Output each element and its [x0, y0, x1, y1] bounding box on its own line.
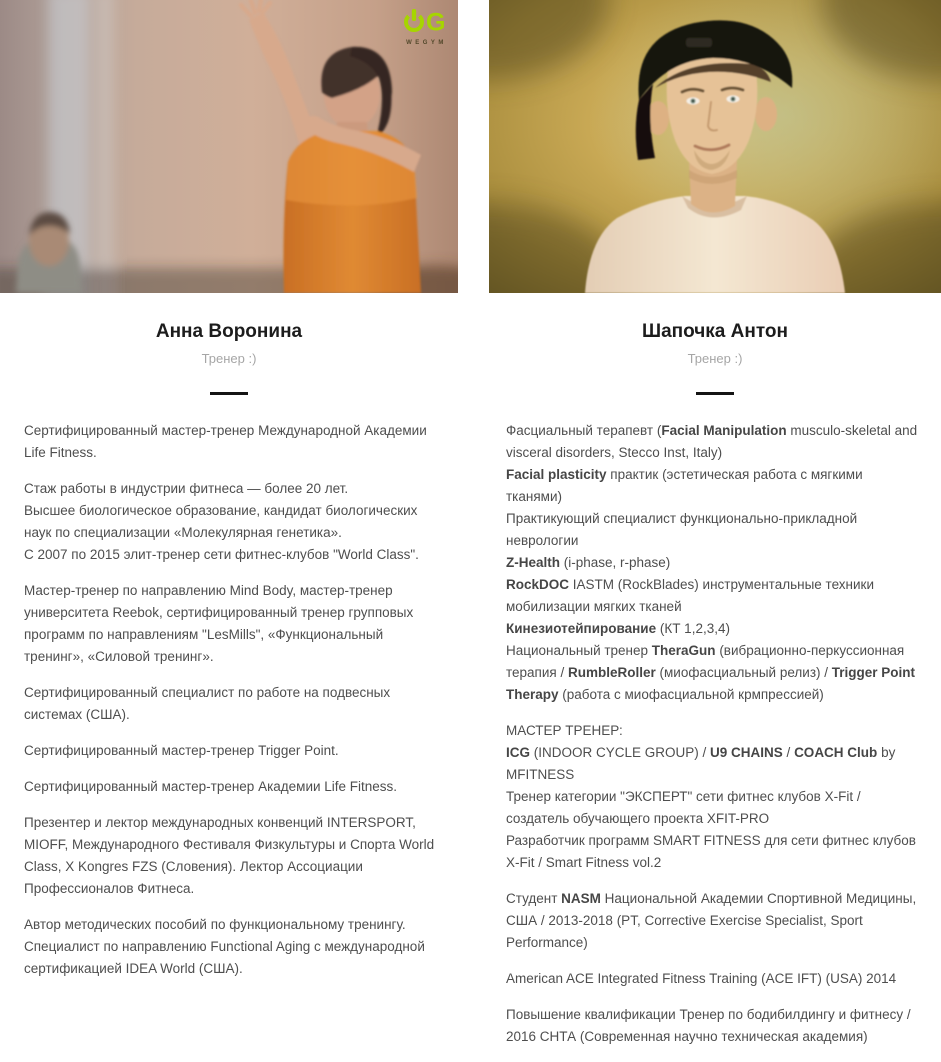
bio-text: Студент	[506, 891, 562, 906]
bio-text: С 2007 по 2015 элит-тренер сети фитнес-клубов "World Class".	[24, 547, 419, 562]
bio-text: by MFITNESS	[506, 745, 896, 782]
photo-anton-illustration	[489, 0, 941, 293]
bio-paragraph	[24, 812, 446, 900]
bio-text: Национальной Академии Спортивной Медицины, США / 2013-2018 (PT, Corrective Exercise Specialist, Sport Performance)	[506, 891, 917, 950]
bio-text: Специалист по направлению Functional Aging с международной сертификацией IDEA World (США).	[24, 939, 425, 976]
bio-text: (вибрационно-перкуссионная терапия /	[506, 643, 905, 680]
ear-right	[755, 97, 777, 131]
bio-text: МАСТЕР ТРЕНЕР:	[506, 723, 623, 738]
trainer-bio	[489, 420, 941, 1048]
power-icon	[406, 9, 422, 30]
bio-text: Разработчик программ SMART FITNESS для сети фитнес клубов X-Fit / Smart Fitness vol.2	[506, 833, 916, 870]
bio-text: Стаж работы в индустрии фитнеса — более 20 лет.	[24, 481, 349, 496]
bio-text: Тренер категории "ЭКСПЕРТ" сети фитнес клубов X-Fit / создатель обучающего проекта XFIT-PRO	[506, 789, 861, 826]
bio-text: (работа с миофасциальной крмпрессией)	[558, 687, 824, 702]
bio-text: American ACE Integrated Fitness Training (ACE IFT) (USA) 2014	[506, 971, 897, 986]
bio-text-bold: Trigger Point Therapy	[506, 665, 916, 702]
bio-text: (i-phase, r-phase)	[560, 555, 671, 570]
bio-text: Автор методических пособий по функциональному тренингу.	[24, 917, 406, 932]
wegym-logo	[402, 8, 448, 46]
bio-paragraph	[506, 888, 921, 954]
bio-text: Практикующий специалист функционально-прикладной неврологии	[506, 511, 858, 548]
trainer-name: Анна Воронина	[155, 321, 303, 342]
divider	[210, 392, 248, 395]
photo-anna-illustration	[0, 0, 458, 293]
bio-text: Сертифицированный специалист по работе на подвесных системах (США).	[24, 685, 391, 722]
bio-text: Мастер-тренер по направлению Mind Body, мастер-тренер университета Reebok, сертифицированный тренер групповых программ по направлениям "LesMills", «Функциональный тренинг», «Силовой тренинг».	[24, 583, 414, 664]
bio-text-bold: COACH Club	[794, 745, 878, 760]
bio-paragraph	[506, 968, 921, 990]
bio-text-bold: U9 CHAINS	[710, 745, 783, 760]
bio-text: практик (эстетическая работа с мягкими тканями)	[506, 467, 863, 504]
bio-text: (КТ 1,2,3,4)	[656, 621, 730, 636]
wegym-logo-mark	[404, 8, 446, 34]
bio-text: (INDOOR CYCLE GROUP) /	[530, 745, 711, 760]
bio-text: Высшее биологическое образование, кандидат биологических наук по специализации «Молекулярная генетика».	[24, 503, 418, 540]
bio-text: /	[782, 745, 795, 760]
profile-card-anna	[0, 0, 458, 994]
photo-anna	[0, 0, 458, 293]
bio-text: Сертифицированный мастер-тренер Trigger Point.	[24, 743, 339, 758]
bio-text: (миофасциальный релиз) /	[655, 665, 832, 680]
bio-text-bold: RumbleRoller	[567, 665, 656, 680]
bio-paragraph	[24, 776, 446, 798]
trainer-role: Тренер :)	[687, 351, 743, 366]
bio-text: Сертифицированный мастер-тренер Международной Академии Life Fitness.	[24, 423, 427, 460]
bio-text: IASTM (RockBlades) инструментальные техники мобилизации мягких тканей	[506, 577, 874, 614]
bio-text-bold: Facial Manipulation	[661, 423, 787, 438]
divider	[696, 392, 734, 395]
bio-text-bold: TheraGun	[651, 643, 716, 658]
wegym-logo-text: WEGYM	[406, 40, 447, 46]
trainer-role: Тренер :)	[201, 351, 257, 366]
bio-text: Национальный тренер	[506, 643, 652, 658]
logo-letter-g: G	[426, 8, 446, 34]
bio-paragraph	[506, 420, 921, 706]
bio-text: Презентер и лектор международных конвенций INTERSPORT, MIOFF, Международного Фестиваля Физкультуры и Спорта World Class, X Kongres FZS (Словения). Лектор Ассоциации Профессионалов Фитнеса.	[24, 815, 435, 896]
trainer-bio	[0, 420, 458, 980]
photo-anton	[489, 0, 941, 293]
bio-text-bold: Facial plasticity	[506, 467, 607, 482]
bio-paragraph	[24, 420, 446, 464]
bio-paragraph	[24, 580, 446, 668]
trainer-name: Шапочка Антон	[642, 321, 788, 342]
bio-paragraph	[506, 1004, 921, 1048]
bio-text-bold: Z-Health	[506, 555, 560, 570]
bio-text-bold: NASM	[561, 891, 601, 906]
bio-text: Повышение квалификации Тренер по бодибилдингу и фитнесу / 2016 СНТА (Современная научно техническая академия)	[506, 1007, 911, 1044]
bio-paragraph	[24, 478, 446, 566]
bio-text: Сертифицированный мастер-тренер Академии Life Fitness.	[24, 779, 398, 794]
bio-paragraph	[24, 740, 446, 762]
bio-text-bold: ICG	[506, 745, 531, 760]
bio-text-bold: Кинезиотейпирование	[506, 621, 657, 636]
bio-paragraph	[24, 682, 446, 726]
bio-paragraph	[506, 720, 921, 874]
bio-text-bold: RockDOC	[506, 577, 570, 592]
bio-text: Фасциальный терапевт (	[506, 423, 662, 438]
bio-text: musculo-skeletal and visceral disorders, Stecco Inst, Italy)	[506, 423, 918, 460]
hand	[302, 116, 324, 134]
bio-paragraph	[24, 914, 446, 980]
